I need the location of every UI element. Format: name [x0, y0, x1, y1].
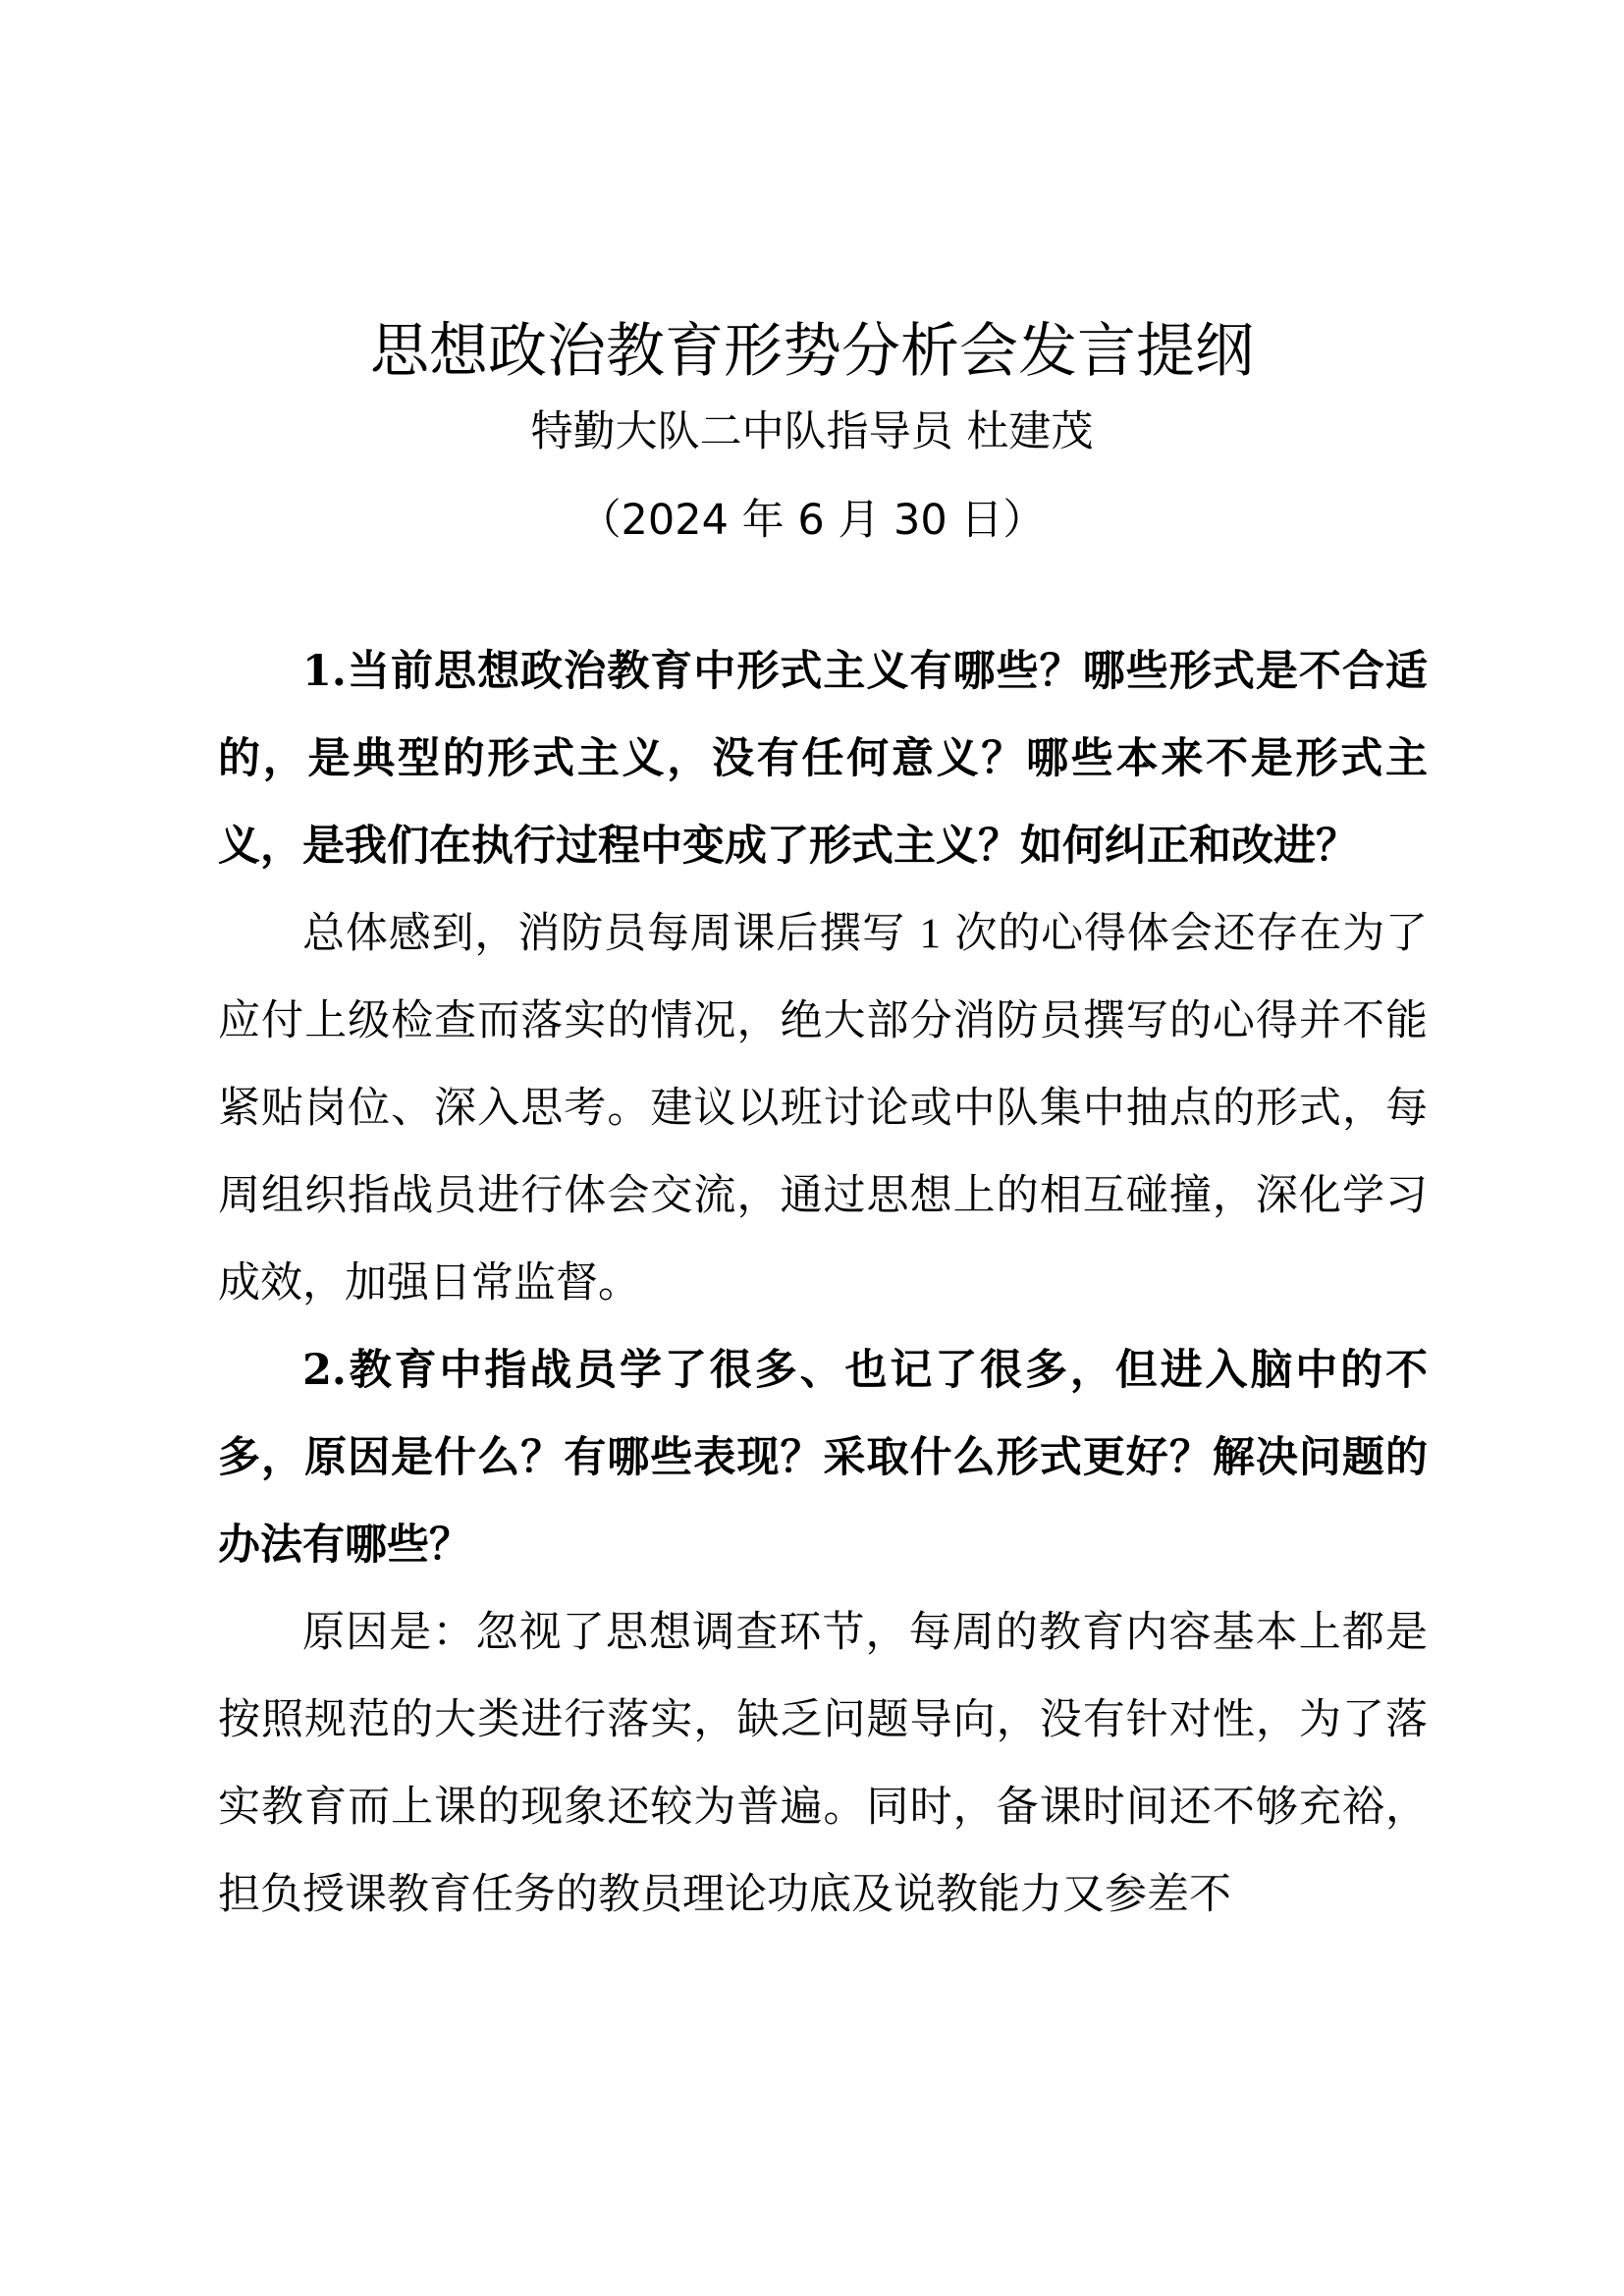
question-2 — [218, 1327, 1428, 1589]
question-1 — [218, 628, 1428, 890]
answer-1-text-b: 次的心得体会还存在为了应付上级检查而落实的情况，绝大部分消防员撰写的心得并不能紧贴岗位、深入思考。建议以班讨论或中队集中抽点的形式，每周组织指战员进行体会交流，通过思想上的相互碰撞，深化学习成效，加强日常监督。 — [218, 909, 1428, 1308]
author-line: 特勤大队二中队指导员 杜建茂 — [530, 407, 1094, 456]
question-1-number: 1. — [302, 647, 347, 696]
date-line: （2024 年 6 月 30 日） — [578, 496, 1046, 545]
question-1-text: 当前思想政治教育中形式主义有哪些？哪些形式是不合适的，是典型的形式主义，没有任何意义？哪些本来不是形式主义，是我们在执行过程中变成了形式主义？如何纠正和改进？ — [218, 647, 1428, 871]
answer-2: 原因是：忽视了思想调查环节，每周的教育内容基本上都是按照规范的大类进行落实，缺乏问题导向，没有针对性，为了落实教育而上课的现象还较为普遍。同时，备课时间还不够充裕，担负授课教育任务的教员理论功底及说教能力又参差不 — [218, 1608, 1428, 1919]
document-body — [218, 628, 1428, 1939]
question-2-number: 2. — [302, 1346, 347, 1395]
answer-1 — [218, 890, 1428, 1327]
document-title: 思想政治教育形势分析会发言提纲 — [370, 317, 1254, 386]
answer-1-text-a: 总体感到，消防员每周课后撰写 — [302, 909, 920, 958]
question-2-text: 教育中指战员学了很多、也记了很多，但进入脑中的不多，原因是什么？有哪些表现？采取什么形式更好？解决问题的办法有哪些？ — [218, 1346, 1428, 1570]
answer-1-digit: 1 — [919, 911, 941, 957]
